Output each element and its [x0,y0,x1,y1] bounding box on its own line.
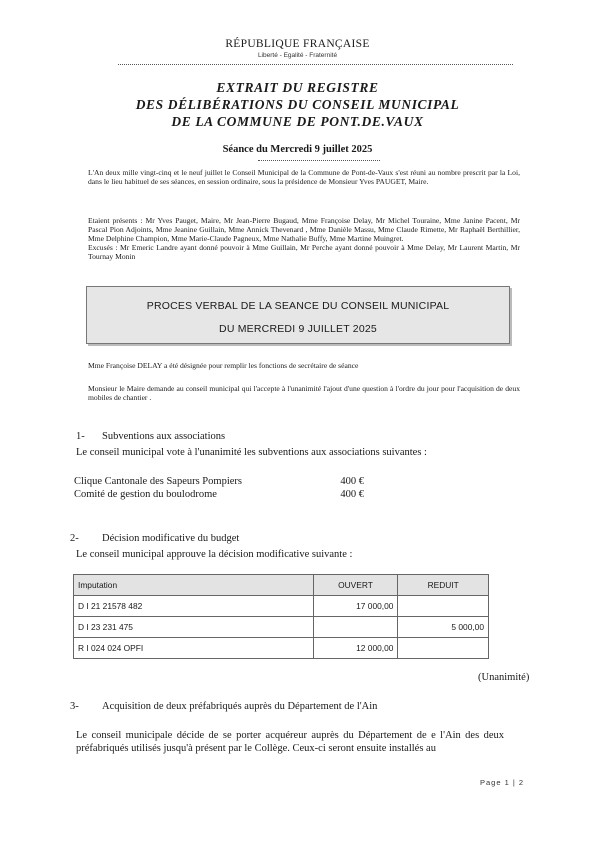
cell-imputation: R I 024 024 OPFI [74,638,314,659]
section-2-title: Décision modificative du budget [102,533,240,544]
presents-paragraph [88,216,520,261]
table-row [74,596,489,617]
ajout-paragraph: Monsieur le Maire demande au conseil municipal qui l'accepte à l'unanimité l'ajout d'une question à l'ordre du jour pour l'acquisition de deux mobiles de chantier . [88,384,520,402]
cell-ouvert: 12 000,00 [313,638,398,659]
republic-header: RÉPUBLIQUE FRANÇAISE [225,38,370,50]
cell-reduit [398,638,489,659]
cell-imputation: D I 23 231 475 [74,617,314,638]
seance-divider [258,160,380,161]
seance-date: Séance du Mercredi 9 juillet 2025 [222,144,373,155]
table-row [74,638,489,659]
association-amount: 400 € [340,476,364,487]
section-1-title: Subventions aux associations [102,431,226,442]
proces-verbal-banner [86,286,510,344]
section-1-number: 1- [76,431,85,442]
subventions-list [74,475,364,501]
list-item [74,475,364,488]
column-header-ouvert: OUVERT [313,575,398,596]
presents-list: Etaient présents : Mr Yves Pauget, Maire, Mr Jean-Pierre Bugaud, Mme Françoise Delay, Mr Michel Touraine, Mme Janine Pacent, Mr Pascal Pion Adjoints, Mme Jeanine Guillain, Mme Annick Thevenard , Mme Danièle Massu, Mme Claude Rimette, Mr Raphaël Berthillier, Mme Delphine Champion, Mme Marie-Claude Pagneux, Mme Nathalie Buffy, Mme Martine Muingret. [88,216,520,243]
section-3-number: 3- [70,701,79,712]
title-line-1: EXTRAIT DU REGISTRE [216,80,379,95]
column-header-imputation: Imputation [74,575,314,596]
association-name: Clique Cantonale des Sapeurs Pompiers [74,476,242,487]
title-line-3: DE LA COMMUNE DE PONT.DE.VAUX [171,114,424,129]
column-header-reduit: REDUIT [398,575,489,596]
title-line-2: DES DÉLIBÉRATIONS DU CONSEIL MUNICIPAL [135,97,460,112]
table-header-row [74,575,489,596]
table-row [74,617,489,638]
section-1-text: Le conseil municipal vote à l'unanimité les subventions aux associations suivantes : [76,447,427,458]
cell-ouvert: 17 000,00 [313,596,398,617]
pv-title-line-2: DU MERCREDI 9 JUILLET 2025 [219,323,377,335]
section-3-title: Acquisition de deux préfabriqués auprès du Département de l'Ain [102,701,378,712]
republic-motto: Liberté - Egalité - Fraternité [257,52,338,59]
cell-imputation: D I 21 21578 482 [74,596,314,617]
section-3-heading [70,700,377,713]
section-2-text: Le conseil municipal approuve la décision modificative suivante : [76,549,353,560]
vote-result: (Unanimité) [478,672,530,683]
secretaire-paragraph: Mme Françoise DELAY a été désignée pour remplir les fonctions de secrétaire de séance [88,361,359,370]
section-3-text: Le conseil municipale décide de se porter acquéreur auprès du Département de e l'Ain des deux préfabriqués utilisés jusqu'à présent par le Collège. Ceux-ci seront ensuite installés au [76,730,504,754]
pv-title-line-1: PROCES VERBAL DE LA SEANCE DU CONSEIL MUNICIPAL [146,300,450,312]
association-name: Comité de gestion du boulodrome [74,489,217,500]
section-2-heading [70,532,239,545]
intro-paragraph: L'An deux mille vingt-cinq et le neuf juillet le Conseil Municipal de la Commune de Pont-de-Vaux s'est réuni au nombre prescrit par la Loi, dans le lieu habituel de ses séances, en session ordinaire, sous la présidence de Monsieur Yves PAUGET, Maire. [88,168,520,186]
cell-ouvert [313,617,398,638]
association-amount: 400 € [340,489,364,500]
budget-table [73,574,489,659]
section-2-number: 2- [70,533,79,544]
list-item [74,488,364,501]
excuses-list: Excusés : Mr Emeric Landre ayant donné pouvoir à Mme Guillain, Mr Perche ayant donné pouvoir à Mme Delay, Mr Laurent Martin, Mr Tournay Monin [88,243,520,261]
cell-reduit [398,596,489,617]
page-number: Page 1 | 2 [480,778,525,787]
section-1-heading [76,430,225,443]
header-divider [118,64,513,65]
cell-reduit: 5 000,00 [398,617,489,638]
